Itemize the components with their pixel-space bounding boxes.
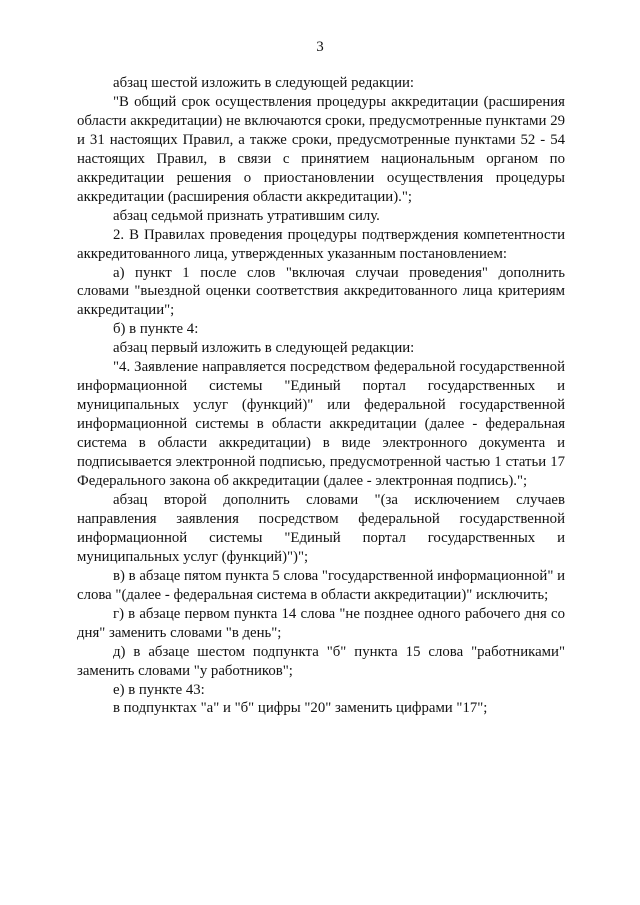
paragraph: "4. Заявление направляется посредством федеральной государственной информационной системы "Единый портал государственных и муниципальных услуг (функций)" или федеральной государственной информационной системы в области аккредитации (далее - федеральная система в области аккредитации) в виде электронного документа и подписывается электронной подписью, предусмотренной частью 1 статьи 17 Федерального закона об аккредитации (далее - электронная подпись)."; xyxy=(77,359,565,490)
paragraph: д) в абзаце шестом подпункта "б" пункта 15 слова "работниками" заменить словами "у работников"; xyxy=(77,643,565,679)
paragraph: г) в абзаце первом пункта 14 слова "не позднее одного рабочего дня со дня" заменить словами "в день"; xyxy=(77,605,565,641)
paragraph: абзац второй дополнить словами "(за исключением случаев направления заявления посредством федеральной государственной информационной системы "Единый портал государственных и муниципальных услуг (функций)")"; xyxy=(77,491,565,565)
paragraph: абзац седьмой признать утратившим силу. xyxy=(113,207,380,224)
paragraph: в) в абзаце пятом пункта 5 слова "государственной информационной" и слова "(далее - федеральная система в области аккредитации)" исключить; xyxy=(77,567,565,603)
paragraph: е) в пункте 43: xyxy=(113,681,205,698)
paragraph: а) пункт 1 после слов "включая случаи проведения" дополнить словами "выездной оценки соответствия аккредитованного лица критериям аккредитации"; xyxy=(77,264,565,319)
paragraph: в подпунктах "а" и "б" цифры "20" заменить цифрами "17"; xyxy=(113,700,488,717)
paragraph: 2. В Правилах проведения процедуры подтверждения компетентности аккредитованного лица, утвержденных указанным постановлением: xyxy=(77,226,565,262)
page-number: 3 xyxy=(316,39,324,55)
paragraph: абзац шестой изложить в следующей редакции: xyxy=(113,75,415,91)
paragraph: абзац первый изложить в следующей редакции: xyxy=(113,340,415,357)
document-body xyxy=(77,74,565,718)
paragraph: б) в пункте 4: xyxy=(113,321,199,338)
paragraph: "В общий срок осуществления процедуры аккредитации (расширения области аккредитации) не включаются сроки, предусмотренные пунктами 29 и 31 настоящих Правил, а также сроки, предусмотренные пунктами 52 - 54 настоящих Правил, в связи с принятием национальным органом по аккредитации решения о приостановлении осуществления процедуры аккредитации (расширения области аккредитации)."; xyxy=(77,93,565,205)
